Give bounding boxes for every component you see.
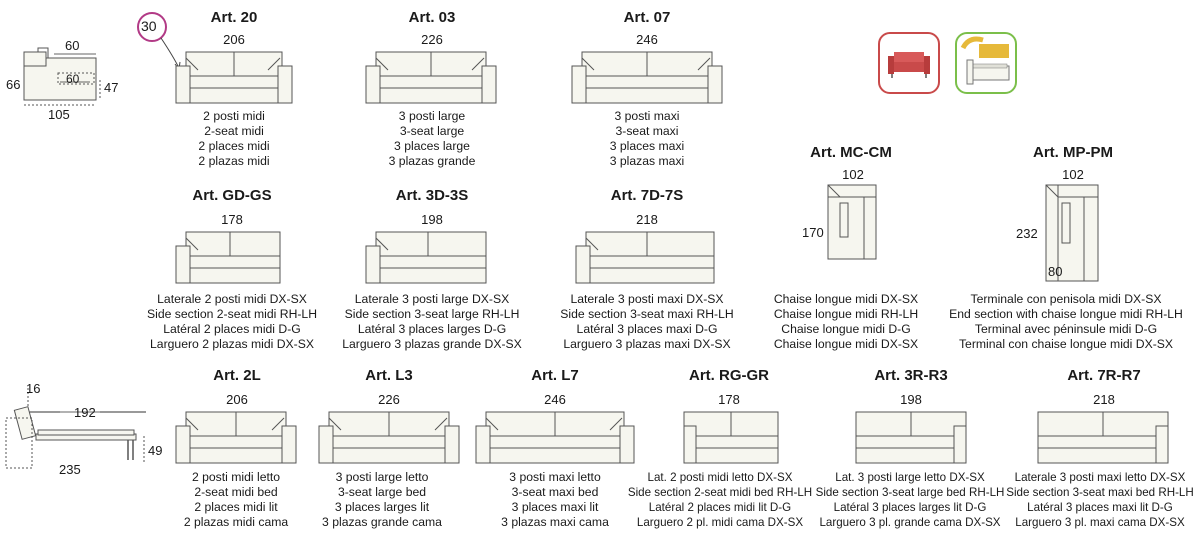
product-width: 198 bbox=[900, 392, 922, 407]
sofa-bed-3-seat-maxi-drawing bbox=[472, 408, 638, 466]
product-title: Art. 2L bbox=[213, 367, 261, 384]
product-description bbox=[147, 292, 317, 352]
desc-line-es: Larguero 3 plazas maxi DX-SX bbox=[563, 337, 731, 351]
desc-line-it: Laterale 3 posti maxi DX-SX bbox=[570, 292, 724, 306]
desc-line-it: Laterale 2 posti midi DX-SX bbox=[157, 292, 307, 306]
sofa-bed-3-seat-large-drawing bbox=[315, 408, 463, 466]
product-width: 246 bbox=[544, 392, 566, 407]
desc-line-es: 3 plazas grande bbox=[388, 154, 476, 168]
desc-line-it: 3 posti maxi letto bbox=[509, 470, 601, 484]
desc-line-it: Laterale 3 posti large DX-SX bbox=[354, 292, 510, 306]
total-height-label: 66 bbox=[6, 77, 21, 92]
desc-line-it: Terminale con penisola midi DX-SX bbox=[970, 292, 1162, 306]
product-title: Art. MC-CM bbox=[810, 144, 892, 161]
product-title: Art. 20 bbox=[210, 9, 258, 26]
desc-line-es: Chaise longue midi DX-SX bbox=[773, 337, 919, 351]
desc-line-en: Chaise longue midi RH-LH bbox=[773, 307, 919, 321]
seat-depth-callout bbox=[133, 12, 173, 42]
product-title: Art. L3 bbox=[365, 367, 413, 384]
desc-line-fr: Terminal avec péninsule midi D-G bbox=[974, 322, 1158, 336]
bed-height-label: 49 bbox=[148, 443, 163, 458]
desc-line-en: Side section 3-seat maxi bed RH-LH bbox=[1006, 486, 1194, 499]
product-title: Art. 07 bbox=[623, 9, 671, 26]
bed-length-label: 192 bbox=[74, 405, 96, 420]
product-width: 218 bbox=[636, 212, 658, 227]
side-section-2-seat-drawing bbox=[172, 228, 282, 286]
depth-total-label: 105 bbox=[48, 107, 70, 122]
chaise-yellow-badge bbox=[955, 32, 1017, 94]
desc-line-fr: 3 places large bbox=[394, 139, 470, 153]
product-width: 178 bbox=[221, 212, 243, 227]
product-width: 206 bbox=[226, 392, 248, 407]
sofa-red-icon bbox=[880, 34, 938, 92]
product-title: Art. 7R-R7 bbox=[1067, 367, 1141, 384]
desc-line-it: Lat. 2 posti midi letto DX-SX bbox=[647, 471, 793, 484]
product-description bbox=[501, 470, 609, 530]
product-description bbox=[184, 470, 288, 530]
product-description bbox=[198, 109, 269, 169]
desc-line-it: Lat. 3 posti large letto DX-SX bbox=[835, 471, 985, 484]
product-title: Art. GD-GS bbox=[192, 187, 272, 204]
side-section-3-seat-large-drawing bbox=[362, 228, 488, 286]
desc-line-en: End section with chaise longue midi RH-LH bbox=[949, 307, 1183, 321]
sofa-2-seat-drawing bbox=[172, 48, 296, 106]
desc-line-en: 2-seat midi bbox=[204, 124, 264, 138]
desc-line-fr: 3 places larges lit bbox=[334, 500, 430, 514]
desc-line-fr: Latéral 3 places larges lit D-G bbox=[833, 501, 987, 514]
desc-line-it: Laterale 3 posti maxi letto DX-SX bbox=[1014, 471, 1186, 484]
product-description bbox=[628, 470, 812, 530]
desc-line-fr: Latéral 2 places midi lit D-G bbox=[648, 501, 792, 514]
inner-depth-label: 60 bbox=[66, 72, 80, 86]
seat-height-label: 47 bbox=[104, 80, 119, 95]
product-width: 226 bbox=[421, 32, 443, 47]
chaise-longue-drawing bbox=[826, 183, 878, 261]
product-description bbox=[342, 292, 522, 352]
product-description bbox=[774, 292, 918, 352]
desc-line-fr: 2 places midi bbox=[198, 139, 270, 153]
product-title: Art. MP-PM bbox=[1033, 144, 1113, 161]
side-section-3-seat-maxi-drawing bbox=[572, 228, 716, 286]
desc-line-es: 3 plazas grande cama bbox=[322, 515, 442, 529]
product-description bbox=[560, 292, 733, 352]
desc-line-en: 2-seat midi bed bbox=[194, 485, 278, 499]
product-inner-depth: 80 bbox=[1048, 264, 1063, 279]
sofa-red-badge bbox=[878, 32, 940, 94]
bed-total-label: 235 bbox=[59, 462, 81, 477]
product-width: 206 bbox=[223, 32, 245, 47]
product-title: Art. 7D-7S bbox=[610, 187, 684, 204]
product-length: 170 bbox=[802, 225, 824, 240]
product-width: 218 bbox=[1093, 392, 1115, 407]
product-width: 102 bbox=[842, 167, 864, 182]
product-length: 232 bbox=[1016, 226, 1038, 241]
product-description bbox=[949, 292, 1183, 352]
product-width: 178 bbox=[718, 392, 740, 407]
side-section-bed-2-seat-drawing bbox=[680, 408, 780, 466]
desc-line-fr: Chaise longue midi D-G bbox=[781, 322, 911, 336]
desc-line-it: 2 posti midi bbox=[203, 109, 265, 123]
product-title: Art. 03 bbox=[408, 9, 456, 26]
desc-line-en: Side section 3-seat maxi RH-LH bbox=[560, 307, 734, 321]
desc-line-en: Side section 3-seat large bed RH-LH bbox=[815, 486, 1005, 499]
desc-line-es: Larguero 2 plazas midi DX-SX bbox=[150, 337, 314, 351]
product-title: Art. RG-GR bbox=[689, 367, 769, 384]
desc-line-it: 3 posti large bbox=[398, 109, 466, 123]
desc-line-en: 3-seat maxi bed bbox=[511, 485, 599, 499]
desc-line-es: Larguero 3 pl. maxi cama DX-SX bbox=[1015, 516, 1185, 529]
desc-line-fr: Latéral 3 places maxi D-G bbox=[576, 322, 718, 336]
desc-line-fr: Latéral 3 places larges D-G bbox=[357, 322, 507, 336]
desc-line-it: Chaise longue midi DX-SX bbox=[773, 292, 919, 306]
product-description bbox=[610, 109, 685, 169]
desc-line-es: 3 plazas maxi bbox=[609, 154, 685, 168]
product-title: Art. L7 bbox=[531, 367, 579, 384]
sofa-3-seat-maxi-drawing bbox=[568, 48, 726, 106]
side-section-bed-3-seat-maxi-drawing bbox=[1034, 408, 1170, 466]
bed-head-label: 16 bbox=[26, 381, 41, 396]
desc-line-en: Side section 2-seat midi RH-LH bbox=[146, 307, 318, 321]
desc-line-en: Side section 3-seat large RH-LH bbox=[344, 307, 520, 321]
product-description bbox=[1006, 470, 1194, 530]
desc-line-en: Side section 2-seat midi bed RH-LH bbox=[627, 486, 813, 499]
product-width: 226 bbox=[378, 392, 400, 407]
desc-line-fr: Latéral 2 places midi D-G bbox=[163, 322, 301, 336]
product-description bbox=[322, 470, 442, 530]
product-description bbox=[389, 109, 476, 169]
desc-line-es: 3 plazas maxi cama bbox=[501, 515, 609, 529]
desc-line-it: 3 posti maxi bbox=[614, 109, 680, 123]
desc-line-it: 2 posti midi letto bbox=[191, 470, 281, 484]
desc-line-fr: 2 places midi lit bbox=[194, 500, 278, 514]
desc-line-fr: 3 places maxi bbox=[609, 139, 685, 153]
sofa-3-seat-large-drawing bbox=[362, 48, 502, 106]
callout-value: 30 bbox=[141, 18, 157, 34]
desc-line-es: 2 plazas midi bbox=[198, 154, 270, 168]
chaise-yellow-icon bbox=[957, 34, 1015, 92]
desc-line-es: Larguero 3 pl. grande cama DX-SX bbox=[819, 516, 1001, 529]
desc-line-fr: 3 places maxi lit bbox=[511, 500, 599, 514]
sofa-bed-2-seat-drawing bbox=[172, 408, 300, 466]
product-width: 198 bbox=[421, 212, 443, 227]
desc-line-es: Larguero 2 pl. midi cama DX-SX bbox=[636, 516, 804, 529]
product-description bbox=[816, 470, 1005, 530]
depth-label: 60 bbox=[65, 38, 80, 53]
desc-line-fr: Latéral 3 places maxi lit D-G bbox=[1027, 501, 1173, 514]
desc-line-en: 3-seat maxi bbox=[615, 124, 679, 138]
desc-line-es: 2 plazas midi cama bbox=[183, 515, 289, 529]
desc-line-es: Terminal con chaise longue midi DX-SX bbox=[958, 337, 1174, 351]
desc-line-en: 3-seat large bed bbox=[337, 485, 427, 499]
side-section-bed-3-seat-large-drawing bbox=[852, 408, 968, 466]
product-width: 102 bbox=[1062, 167, 1084, 182]
desc-line-it: 3 posti large letto bbox=[335, 470, 429, 484]
product-width: 246 bbox=[636, 32, 658, 47]
desc-line-en: 3-seat large bbox=[399, 124, 465, 138]
product-title: Art. 3D-3S bbox=[395, 187, 469, 204]
product-title: Art. 3R-R3 bbox=[874, 367, 948, 384]
desc-line-es: Larguero 3 plazas grande DX-SX bbox=[342, 337, 522, 351]
